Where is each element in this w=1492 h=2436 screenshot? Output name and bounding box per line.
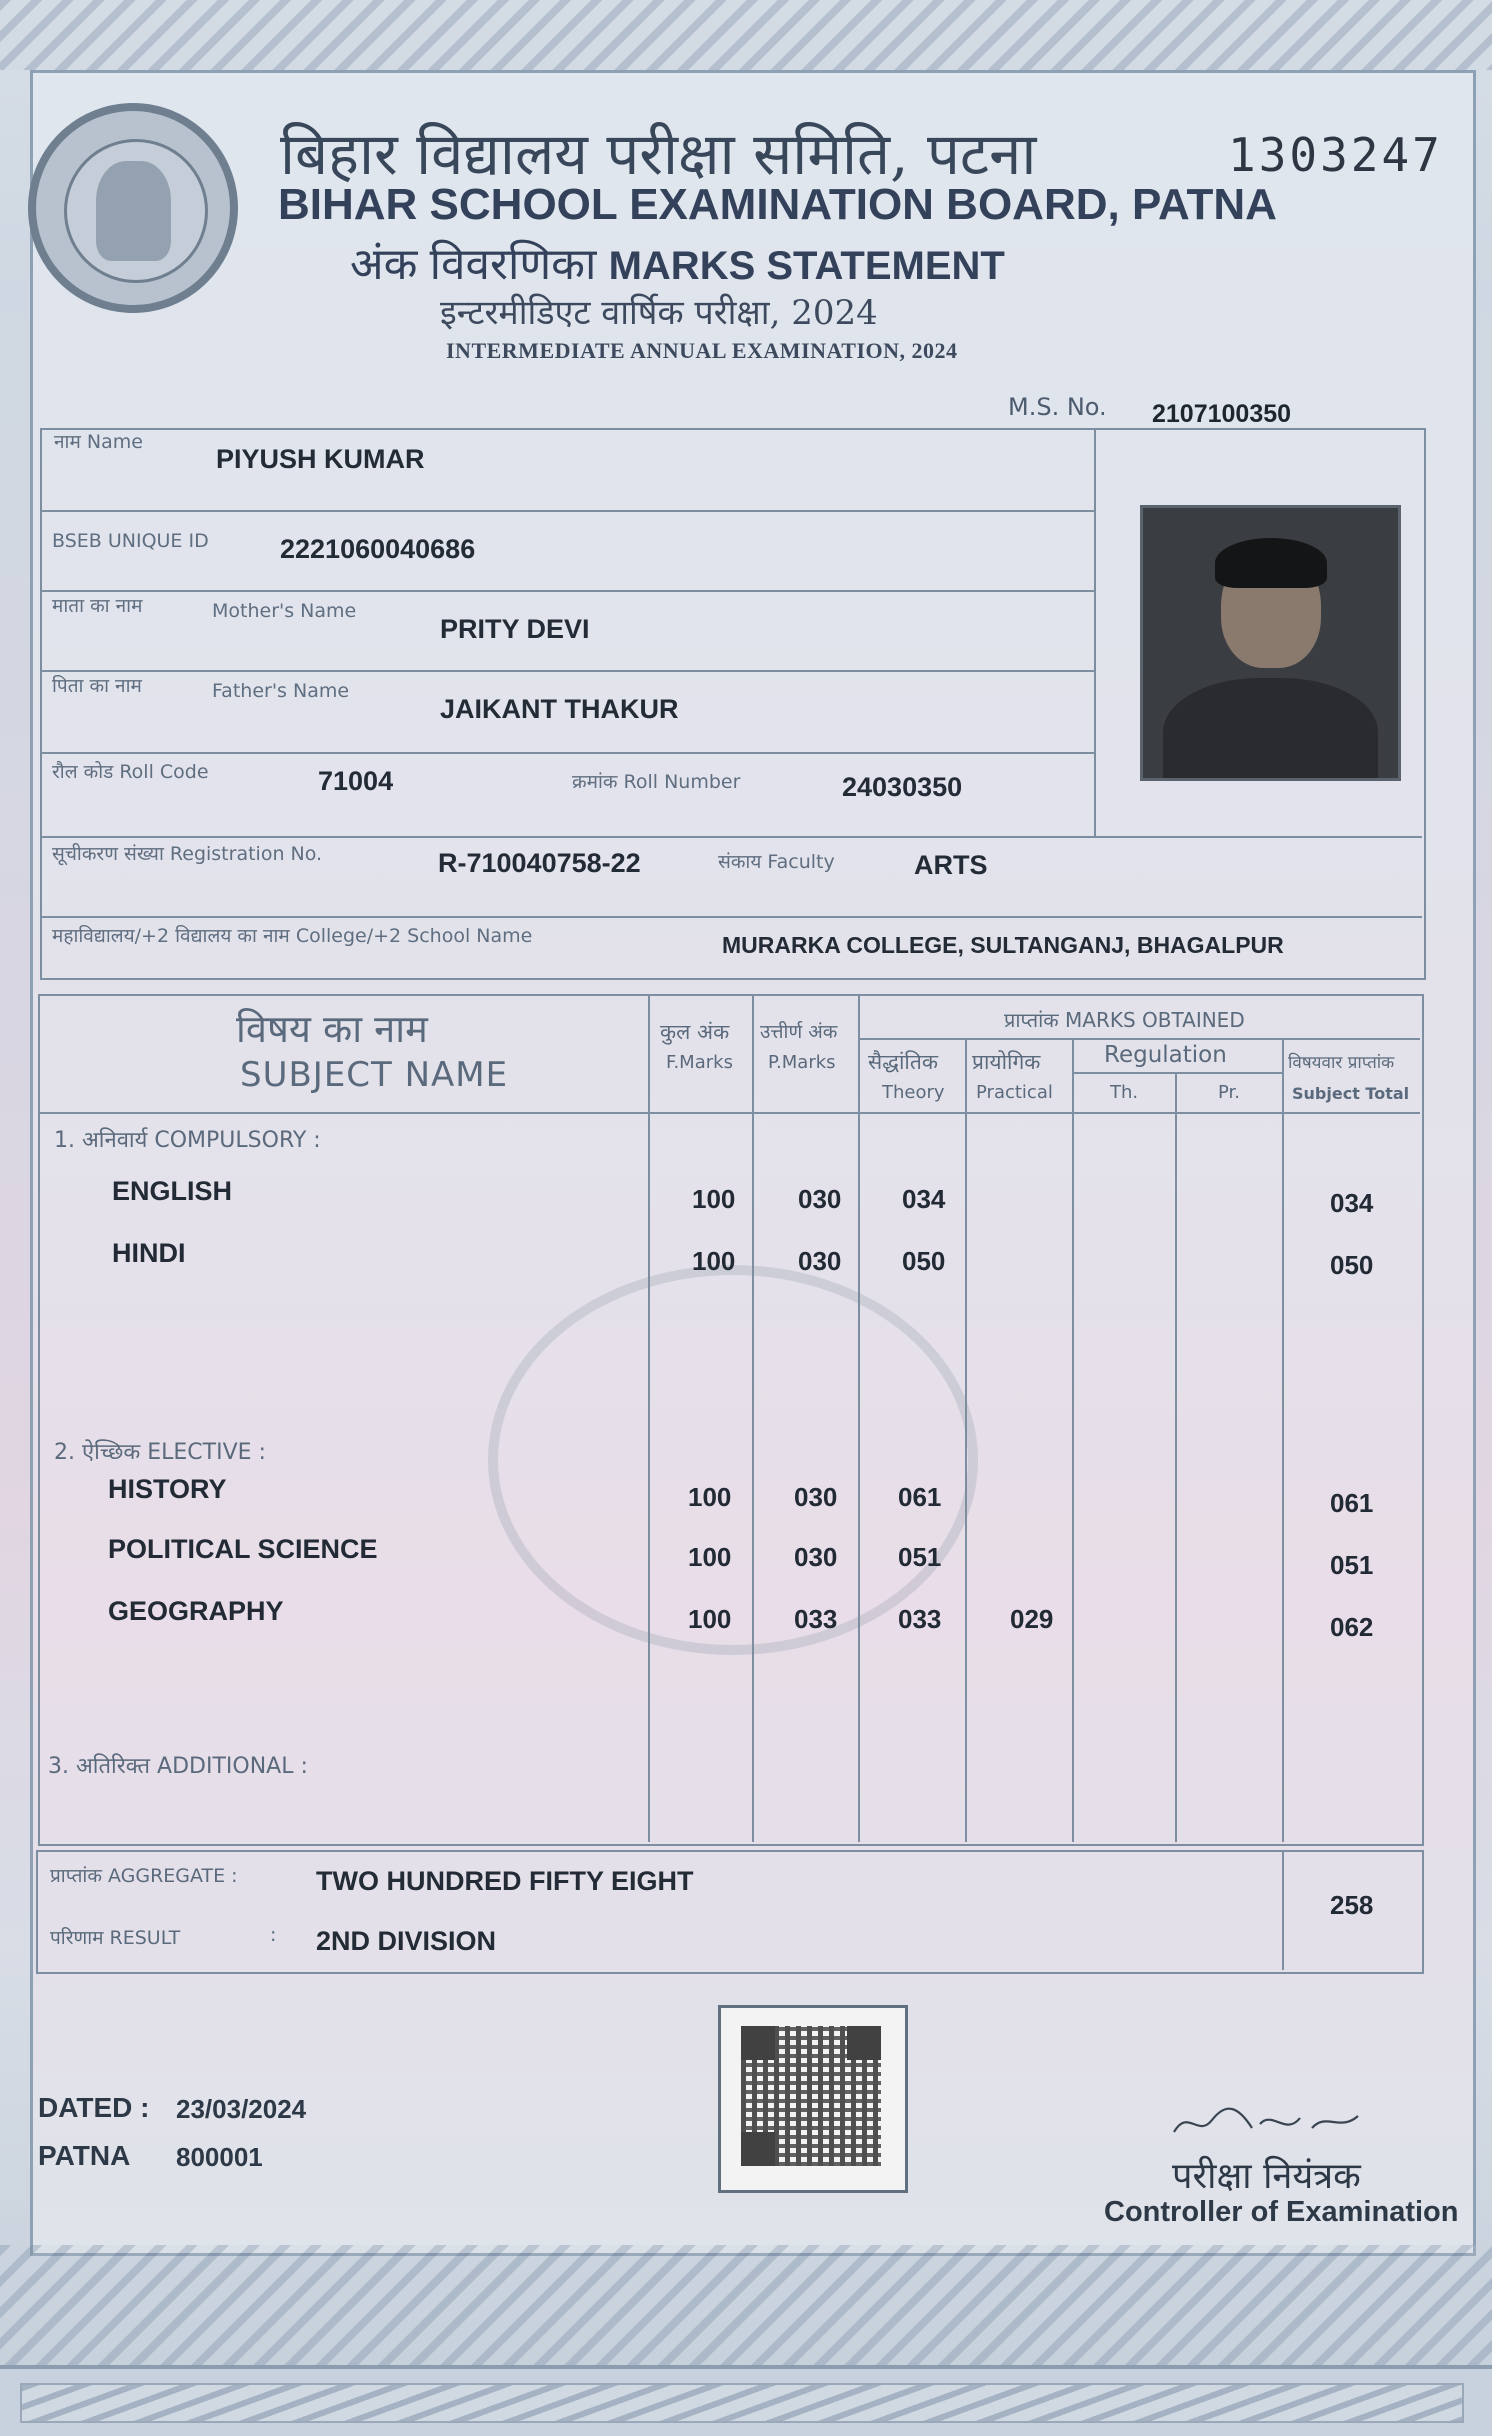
- mother-label-hindi: माता का नाम: [52, 595, 143, 617]
- aggregate-label: प्राप्तांक AGGREGATE :: [50, 1865, 238, 1887]
- practical-header-english: Practical: [976, 1082, 1053, 1103]
- exam-name-hindi: इन्टरमीडिएट वार्षिक परीक्षा, 2024: [440, 293, 878, 333]
- subject-total-header-hindi: विषयवार प्राप्तांक: [1288, 1053, 1395, 1073]
- registration-label: सूचीकरण संख्या Registration No.: [52, 843, 323, 865]
- result-label: परिणाम RESULT: [50, 1927, 181, 1949]
- father-label-hindi: पिता का नाम: [52, 675, 142, 697]
- compulsory-section-label: 1. अनिवार्य COMPULSORY :: [54, 1128, 321, 1153]
- hindi-fmarks: 100: [692, 1246, 736, 1276]
- faculty-label: संकाय Faculty: [718, 851, 835, 873]
- hindi-theory: 050: [902, 1246, 946, 1276]
- subject-history: HISTORY: [108, 1474, 227, 1504]
- controller-title-hindi: परीक्षा नियंत्रक: [1172, 2156, 1361, 2197]
- result-colon: :: [270, 1924, 277, 1946]
- result-value: 2ND DIVISION: [316, 1926, 497, 1956]
- unique-id-value: 2221060040686: [280, 534, 476, 564]
- roll-number-value: 24030350: [842, 772, 963, 802]
- top-border-pattern: [0, 0, 1492, 70]
- pin-value: 800001: [176, 2142, 263, 2172]
- mother-label-english: Mother's Name: [212, 600, 357, 622]
- subject-hindi: HINDI: [112, 1238, 186, 1268]
- aggregate-total: 258: [1330, 1890, 1374, 1920]
- hindi-total: 050: [1330, 1250, 1374, 1280]
- fmarks-header-english: F.Marks: [666, 1052, 733, 1073]
- father-label-english: Father's Name: [212, 680, 350, 702]
- marks-obtained-header: प्राप्तांक MARKS OBTAINED: [1004, 1008, 1245, 1032]
- subject-geography: GEOGRAPHY: [108, 1596, 284, 1626]
- qr-code-icon: [718, 2005, 908, 2193]
- hindi-pmarks: 030: [798, 1246, 842, 1276]
- roll-code-value: 71004: [318, 766, 394, 796]
- dated-label: DATED :: [38, 2092, 150, 2123]
- signature-drawing: [1168, 2098, 1388, 2148]
- board-name-english: BIHAR SCHOOL EXAMINATION BOARD, PATNA: [278, 180, 1277, 229]
- serial-number: 1303247: [1228, 128, 1443, 182]
- student-name: PIYUSH KUMAR: [216, 444, 425, 474]
- mother-name: PRITY DEVI: [440, 614, 590, 644]
- history-total: 061: [1330, 1488, 1374, 1518]
- fmarks-header-hindi: कुल अंक: [660, 1020, 730, 1044]
- ms-no-value: 2107100350: [1152, 400, 1292, 428]
- geography-fmarks: 100: [688, 1604, 732, 1634]
- regulation-header: Regulation: [1104, 1042, 1227, 1068]
- bottom-strip: [0, 2365, 1492, 2436]
- unique-id-label: BSEB UNIQUE ID: [52, 530, 209, 552]
- faculty-value: ARTS: [914, 850, 988, 880]
- aggregate-words: TWO HUNDRED FIFTY EIGHT: [316, 1866, 694, 1896]
- college-value: MURARKA COLLEGE, SULTANGANJ, BHAGALPUR: [722, 932, 1284, 958]
- geography-total: 062: [1330, 1612, 1374, 1642]
- father-name: JAIKANT THAKUR: [440, 694, 679, 724]
- english-pmarks: 030: [798, 1184, 842, 1214]
- board-seal-icon: [28, 103, 238, 313]
- practical-header-hindi: प्रायोगिक: [972, 1050, 1041, 1074]
- english-theory: 034: [902, 1184, 946, 1214]
- political-science-total: 051: [1330, 1550, 1374, 1580]
- name-label: नाम Name: [54, 431, 143, 453]
- controller-signature: [1168, 2098, 1388, 2148]
- subject-english: ENGLISH: [112, 1176, 233, 1206]
- statement-title-english: MARKS STATEMENT: [608, 244, 1005, 288]
- regulation-pr-header: Pr.: [1218, 1082, 1241, 1103]
- roll-code-label: रौल कोड Roll Code: [52, 761, 209, 783]
- regulation-th-header: Th.: [1110, 1082, 1139, 1103]
- pmarks-header-hindi: उत्तीर्ण अंक: [760, 1021, 838, 1043]
- place-label: PATNA: [38, 2140, 131, 2171]
- geography-pmarks: 033: [794, 1604, 838, 1634]
- exam-name-english: INTERMEDIATE ANNUAL EXAMINATION, 2024: [446, 338, 958, 363]
- roll-number-label: क्रमांक Roll Number: [572, 771, 741, 793]
- subject-total-header-english: Subject Total: [1292, 1084, 1410, 1103]
- strip-pattern: [20, 2383, 1464, 2423]
- english-fmarks: 100: [692, 1184, 736, 1214]
- political-science-theory: 051: [898, 1542, 942, 1572]
- additional-section-label: 3. अतिरिक्त ADDITIONAL :: [48, 1754, 308, 1779]
- geography-practical: 029: [1010, 1604, 1054, 1634]
- marks-table: [38, 994, 1424, 1846]
- ms-no-label: M.S. No.: [1008, 393, 1107, 421]
- history-theory: 061: [898, 1482, 942, 1512]
- date-value: 23/03/2024: [176, 2094, 307, 2124]
- history-fmarks: 100: [688, 1482, 732, 1512]
- statement-title: [350, 232, 1005, 292]
- bottom-border-pattern: [0, 2245, 1492, 2365]
- student-photo: [1140, 505, 1401, 781]
- theory-header-english: Theory: [882, 1082, 945, 1103]
- subject-header-hindi: विषय का नाम: [236, 1007, 428, 1051]
- controller-title-english: Controller of Examination: [1104, 2196, 1459, 2228]
- subject-header-english: SUBJECT NAME: [240, 1055, 509, 1095]
- political-science-fmarks: 100: [688, 1542, 732, 1572]
- aggregate-box: [36, 1850, 1424, 1974]
- statement-title-hindi: अंक विवरणिका: [350, 240, 597, 289]
- geography-theory: 033: [898, 1604, 942, 1634]
- board-name-hindi: बिहार विद्यालय परीक्षा समिति, पटना: [280, 120, 1037, 188]
- theory-header-hindi: सैद्धांतिक: [868, 1050, 938, 1074]
- history-pmarks: 030: [794, 1482, 838, 1512]
- political-science-pmarks: 030: [794, 1542, 838, 1572]
- registration-value: R-710040758-22: [438, 848, 641, 878]
- elective-section-label: 2. ऐच्छिक ELECTIVE :: [54, 1440, 266, 1465]
- photo-divider: [1094, 430, 1096, 838]
- english-total: 034: [1330, 1188, 1374, 1218]
- subject-political-science: POLITICAL SCIENCE: [108, 1534, 378, 1564]
- college-label: महाविद्यालय/+2 विद्यालय का नाम College/+2 School Name: [52, 925, 533, 947]
- pmarks-header-english: P.Marks: [768, 1052, 836, 1073]
